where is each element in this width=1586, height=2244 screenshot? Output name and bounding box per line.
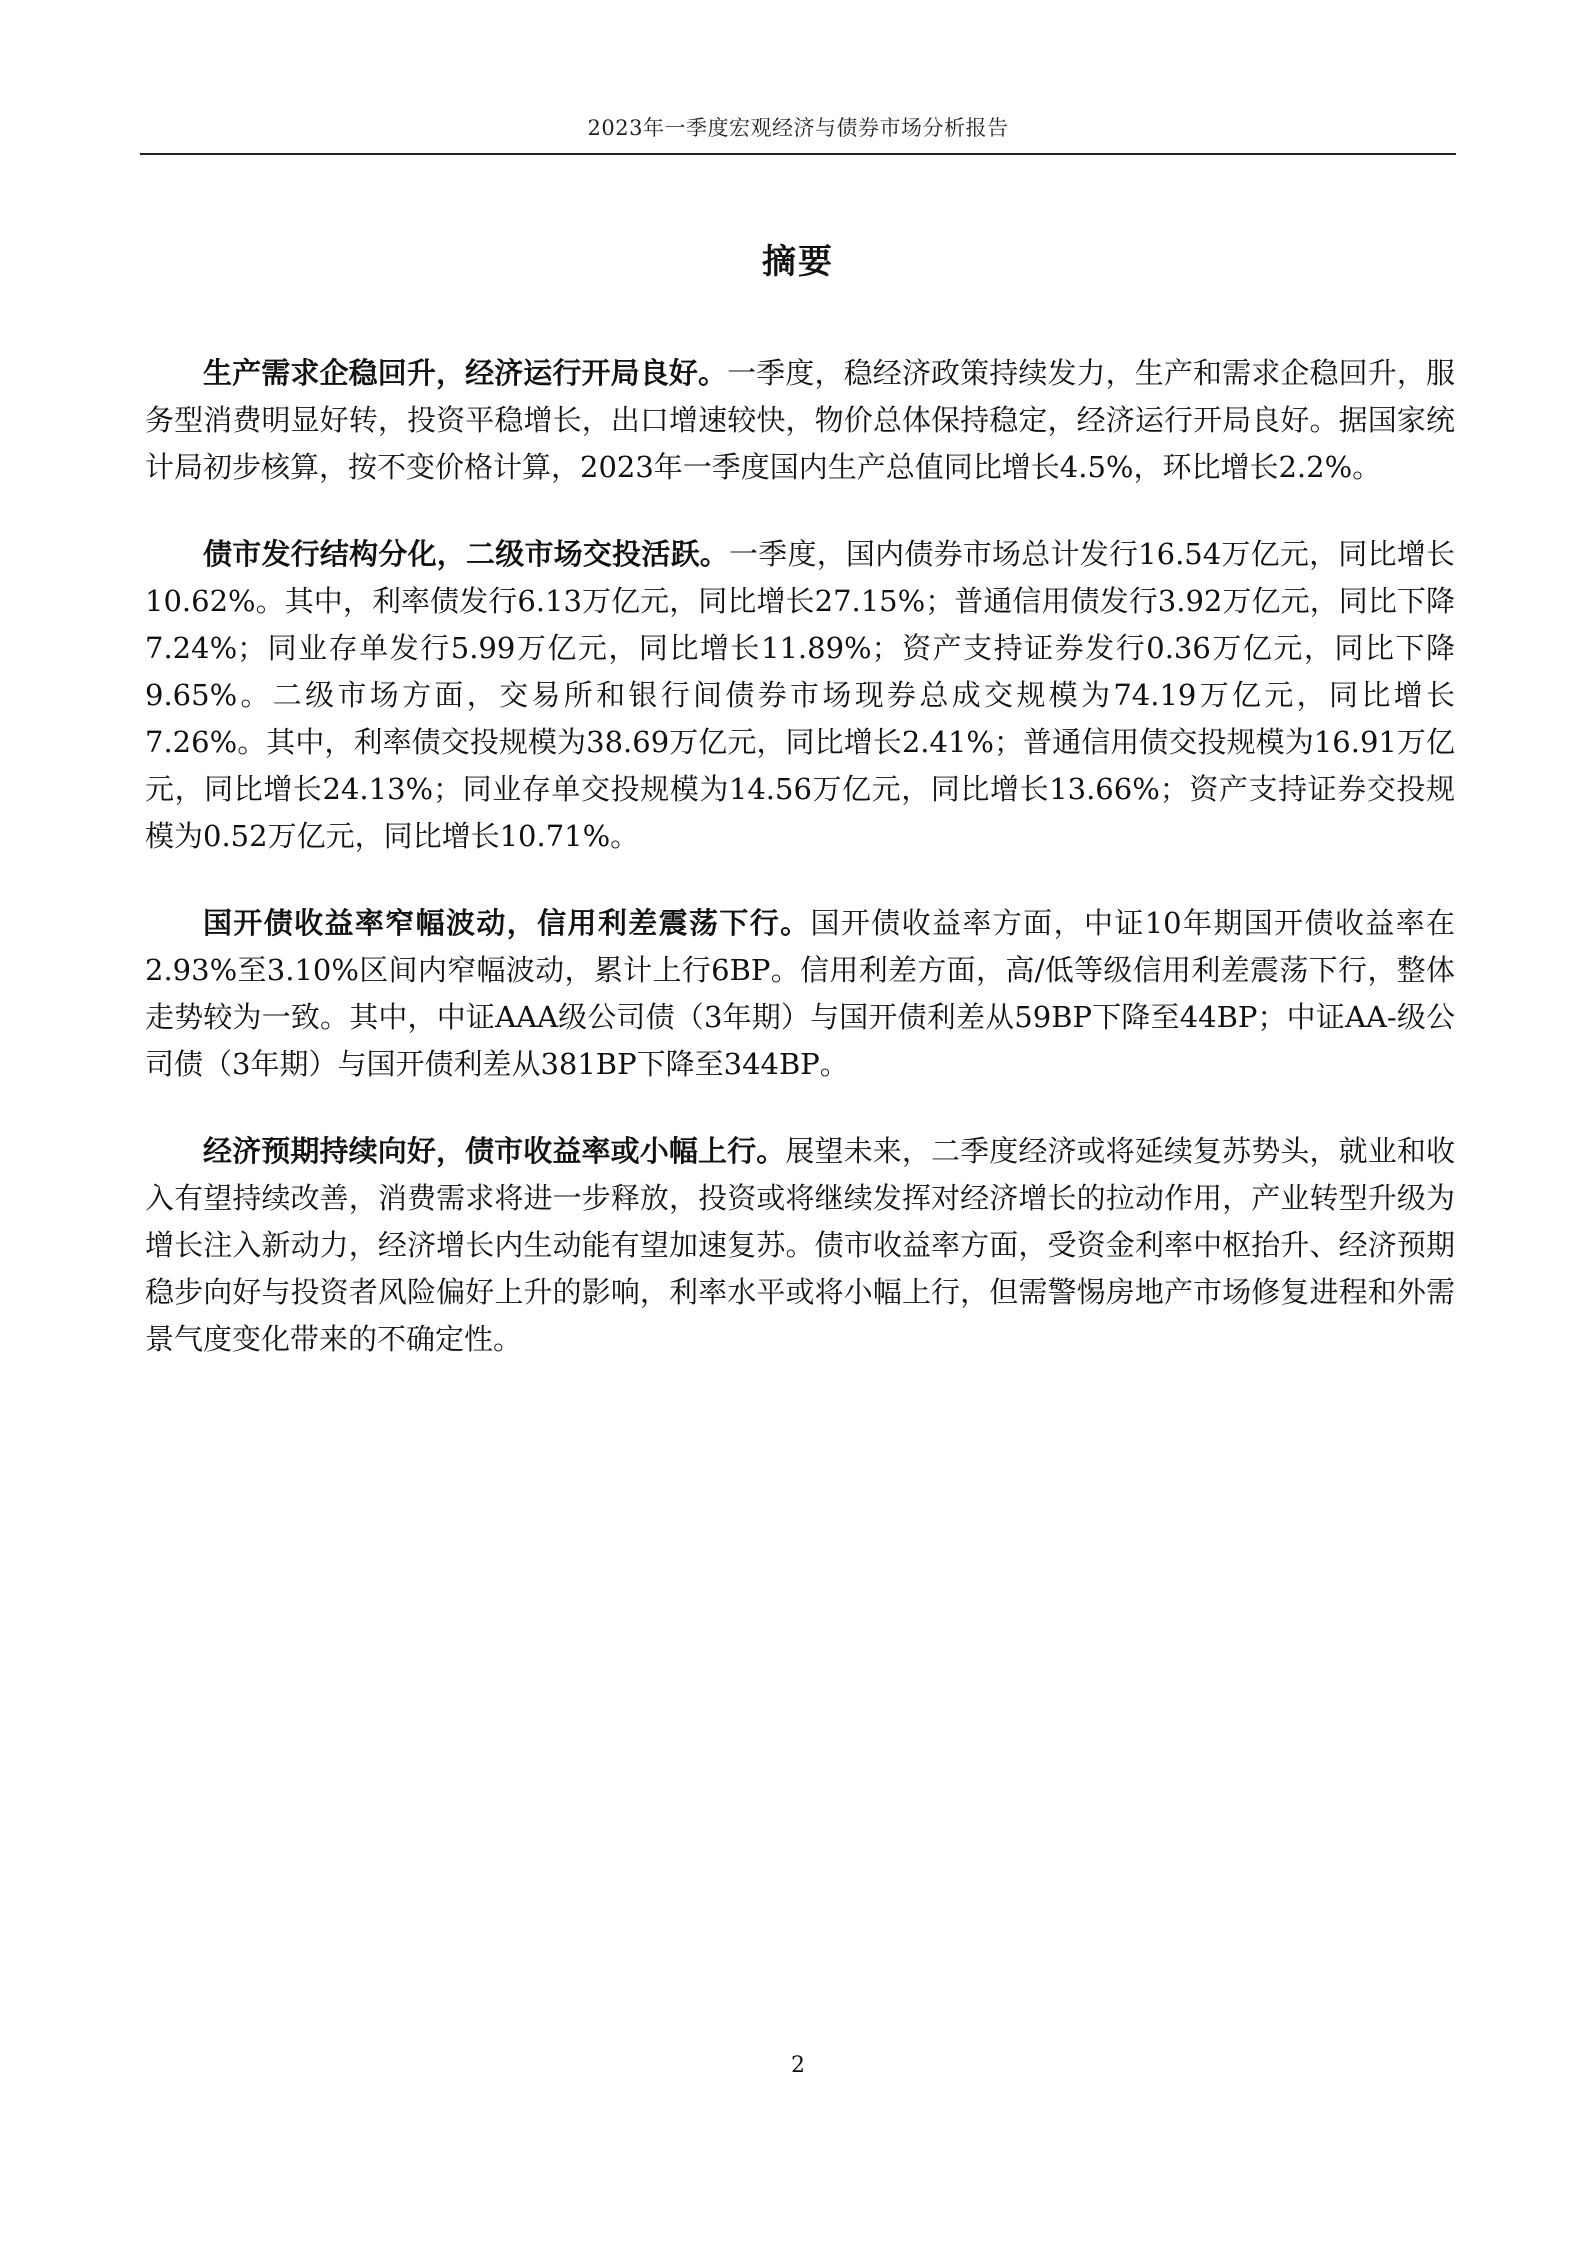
paragraph-text: 一季度，稳经济政策持续发力，生产和需求企稳回升，服务型消费明显好转，投资平稳增长，出口增速较快，物价总体保持稳定，经济运行开局良好。据国家统计局初步核算，按不变价格计算，2023年一季度国内生产总值同比增长4.5%，环比增长2.2%。 bbox=[145, 356, 1455, 484]
header-divider bbox=[140, 153, 1456, 155]
paragraph-yield-spread bbox=[145, 900, 1455, 1088]
paragraph-text: 国开债收益率方面，中证10年期国开债收益率在2.93%至3.10%区间内窄幅波动，累计上行6BP。信用利差方面，高/低等级信用利差震荡下行，整体走势较为一致。其中，中证AAA级公司债（3年期）与国开债利差从59BP下降至44BP；中证AA-级公司债（3年期）与国开债利差从381BP下降至344BP。 bbox=[145, 906, 1455, 1081]
summary-body bbox=[145, 350, 1455, 1403]
paragraph-lead: 国开债收益率窄幅波动，信用利差震荡下行。 bbox=[203, 906, 811, 940]
page-number: 2 bbox=[791, 2053, 805, 2078]
paragraph-economy bbox=[145, 350, 1455, 491]
section-title: 摘要 bbox=[762, 242, 834, 282]
paragraph-lead: 生产需求企稳回升，经济运行开局良好。 bbox=[203, 356, 728, 390]
paragraph-text: 一季度，国内债券市场总计发行16.54万亿元，同比增长10.62%。其中，利率债发行6.13万亿元，同比增长27.15%；普通信用债发行3.92万亿元，同比下降7.24%；同业存单发行5.99万亿元，同比增长11.89%；资产支持证券发行0.36万亿元，同比下降9.65%。二级市场方面，交易所和银行间债券市场现券总成交规模为74.19万亿元，同比增长7.26%。其中，利率债交投规模为38.69万亿元，同比增长2.41%；普通信用债交投规模为16.91万亿元，同比增长24.13%；同业存单交投规模为14.56万亿元，同比增长13.66%；资产支持证券交投规模为0.52万亿元，同比增长10.71%。 bbox=[145, 537, 1455, 853]
running-header: 2023年一季度宏观经济与债券市场分析报告 bbox=[587, 116, 1009, 140]
paragraph-bond-issuance bbox=[145, 531, 1455, 860]
paragraph-lead: 债市发行结构分化，二级市场交投活跃。 bbox=[203, 537, 730, 571]
paragraph-text: 展望未来，二季度经济或将延续复苏势头，就业和收入有望持续改善，消费需求将进一步释放，投资或将继续发挥对经济增长的拉动作用，产业转型升级为增长注入新动力，经济增长内生动能有望加速复苏。债市收益率方面，受资金利率中枢抬升、经济预期稳步向好与投资者风险偏好上升的影响，利率水平或将小幅上行，但需警惕房地产市场修复进程和外需景气度变化带来的不确定性。 bbox=[145, 1134, 1455, 1356]
paragraph-outlook bbox=[145, 1128, 1455, 1363]
paragraph-lead: 经济预期持续向好，债市收益率或小幅上行。 bbox=[203, 1134, 786, 1168]
